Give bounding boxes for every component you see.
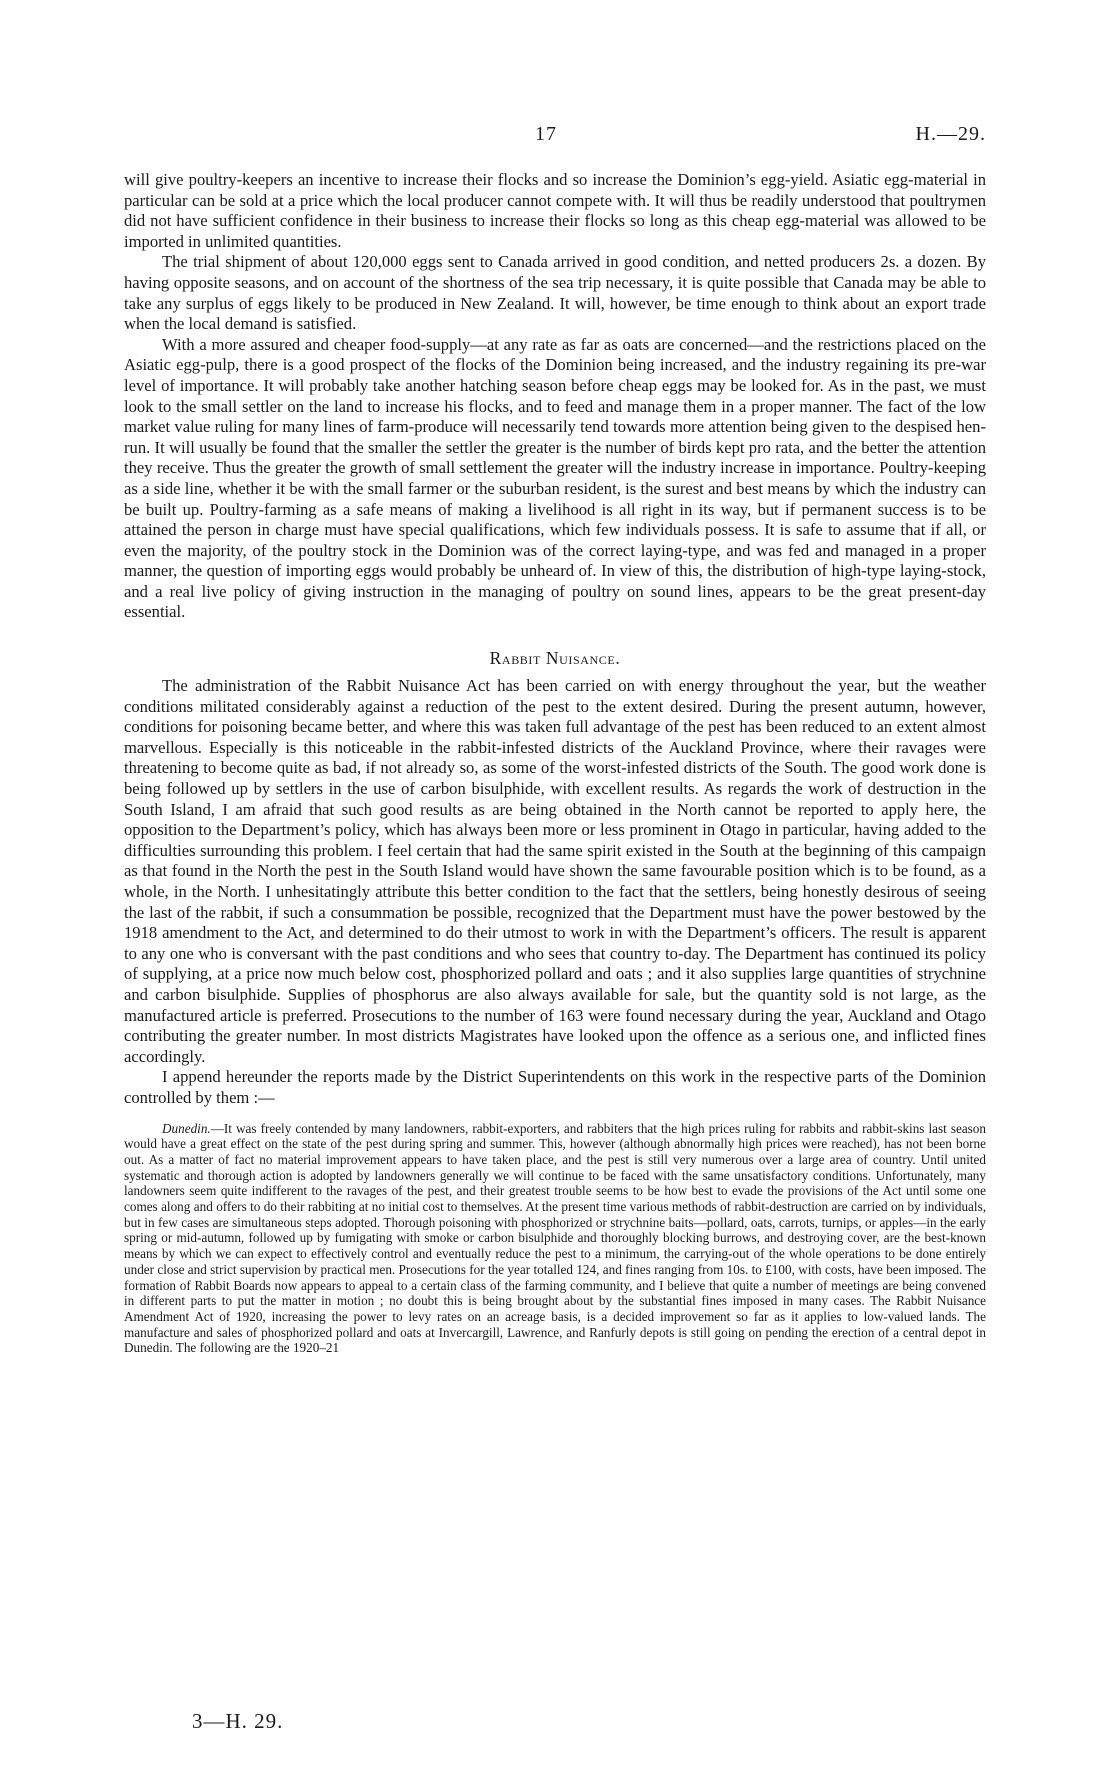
paragraph: The administration of the Rabbit Nuisance Act has been carried on with energy throughout the year, but the weather conditions militated considerably against a reduction of the pest to the extent desired. During the present autumn, however, conditions for poisoning became better, and where this was taken full advantage of the pest has been reduced to an extent almost marvellous. Especially is this noticeable in the rabbit-infested districts of the Auckland Province, where their ravages were threatening to become quite as bad, if not already so, as some of the worst-infested districts of the South. The good work done is being followed up by settlers in the use of carbon bisulphide, with excellent results. As regards the work of destruction in the South Island, I am afraid that such good results as are being obtained in the North cannot be reported to apply here, the opposition to the Department’s policy, which has always been more or less prominent in Otago in particular, having added to the difficulties surrounding this problem. I feel certain that had the same spirit existed in the South at the beginning of this campaign as that found in the North the pest in the South Island would have shown the same favourable position which is to be found, as a whole, in the North. I unhesitatingly attribute this better condition to the fact that the settlers, being honestly desirous of seeing the last of the rabbit, if such a consummation be possible, recognized that the Department must have the power bestowed by the 1918 amendment to the Act, and determined to do their utmost to work in with the Department’s officers. The result is apparent to any one who is conversant with the past conditions and who sees that country to-day. The Department has continued its policy of supplying, at a price now much below cost, phosphorized pollard and oats ; and it also supplies large quantities of strychnine and carbon bisulphide. Supplies of phosphorus are also always available for sale, but the quantity sold is not large, as the manufactured article is preferred. Prosecutions to the number of 163 were found necessary during the year, Auckland and Otago contributing the greater number. In most districts Magistrates have looked upon the offence as a serious one, and inflicted fines accordingly. (124, 676, 986, 1066)
body-text (124, 170, 986, 1356)
section-heading: Rabbit Nuisance. (489, 648, 621, 669)
page-number: 17 (535, 123, 557, 145)
report-text: —It was freely contended by many landowners, rabbit-exporters, and rabbiters that the high prices ruling for rabbits and rabbit-skins last season would have a great effect on the state of the pest during spring and summer. This, however (although abnormally high prices were reached), has not been borne out. As a matter of fact no material improvement appears to have taken place, and the pest is still very numerous over a large area of country. Until united systematic and thorough action is adopted by landowners generally we will continue to be faced with the same unsatisfactory conditions. Unfortunately, many landowners seem quite indifferent to the ravages of the pest, and their greatest trouble seems to be how best to evade the provisions of the Act until some one comes along and offers to do their rabbiting at no initial cost to themselves. At the present time various methods of rabbit-destruction are carried on by individuals, but in few cases are simultaneous steps adopted. Thorough poisoning with phosphorized or strychnine baits—pollard, oats, carrots, turnips, or apples—in the early spring or mid-autumn, followed up by fumigating with smoke or carbon bisulphide and thoroughly blocking burrows, and destroying cover, are the best-known means by which we can expect to effectively control and eventually reduce the pest to a minimum, the carrying-out of the whole operations to be done entirely under close and strict supervision by practical men. Prosecutions for the year totalled 124, and fines ranging from 10s. to £100, with costs, have been imposed. The formation of Rabbit Boards now appears to appeal to a certain class of the farming community, and I believe that quite a number of meetings are being convened in different parts to put the matter in motion ; no doubt this is being brought about by the substantial fines imposed in many cases. The Rabbit Nuisance Amendment Act of 1920, increasing the power to levy rates on an acreage basis, is a decided improvement so far as it applies to low-valued lands. The manufacture and sales of phosphorized pollard and oats at Invercargill, Lawrence, and Ranfurly depots is still going on pending the erection of a central depot in Dunedin. The following are the 1920–21 (124, 1120, 986, 1356)
paragraph: The trial shipment of about 120,000 eggs sent to Canada arrived in good condition, and netted producers 2s. a dozen. By having opposite seasons, and on account of the shortness of the sea trip necessary, it is quite possible that Canada may be able to take any surplus of eggs likely to be produced in New Zealand. It will, however, be time enough to think about an export trade when the local demand is satisfied. (124, 252, 986, 334)
paragraph: With a more assured and cheaper food-supply—at any rate as far as oats are concerned—and the restrictions placed on the Asiatic egg-pulp, there is a good prospect of the flocks of the Dominion being increased, and the industry regaining its pre-war level of importance. It will probably take another hatching season before cheap eggs may be looked for. As in the past, we must look to the small settler on the land to increase his flocks, and to feed and manage them in a proper manner. The fact of the low market value ruling for many lines of farm-produce will necessarily tend towards more attention being given to the despised hen-run. It will usually be found that the smaller the settler the greater is the number of birds kept pro rata, and the better the attention they receive. Thus the greater the growth of small settlement the greater will the industry increase in importance. Poultry-keeping as a side line, whether it be with the small farmer or the suburban resident, is the surest and best means by which the industry can be built up. Poultry-farming as a safe means of making a livelihood is all right in its way, but if permanent success is to be attained the person in charge must have special qualifications, which few individuals possess. It is safe to assume that if all, or even the majority, of the poultry stock in the Dominion was of the correct laying-type, and was fed and managed in a proper manner, the question of importing eggs would probably be unheard of. In view of this, the distribution of high-type laying-stock, and a real live policy of giving instruction in the managing of poultry on sound lines, appears to be the great present-day essential. (124, 334, 986, 622)
paragraph: I append hereunder the reports made by the District Superintendents on this work in the respective parts of the Dominion controlled by them :— (124, 1067, 986, 1107)
district-report (124, 1121, 986, 1357)
footer-signature: 3—H. 29. (192, 1709, 284, 1733)
paragraph: will give poultry-keepers an incentive to increase their flocks and so increase the Dominion’s egg-yield. Asiatic egg-material in particular can be sold at a price which the local producer cannot compete with. It will thus be readily understood that poultrymen did not have sufficient confidence in their business to increase their flocks so long as this cheap egg-material was allowed to be imported in unlimited quantities. (124, 170, 986, 251)
report-place: Dunedin. (162, 1120, 211, 1136)
report-code: H.—29. (915, 123, 986, 145)
